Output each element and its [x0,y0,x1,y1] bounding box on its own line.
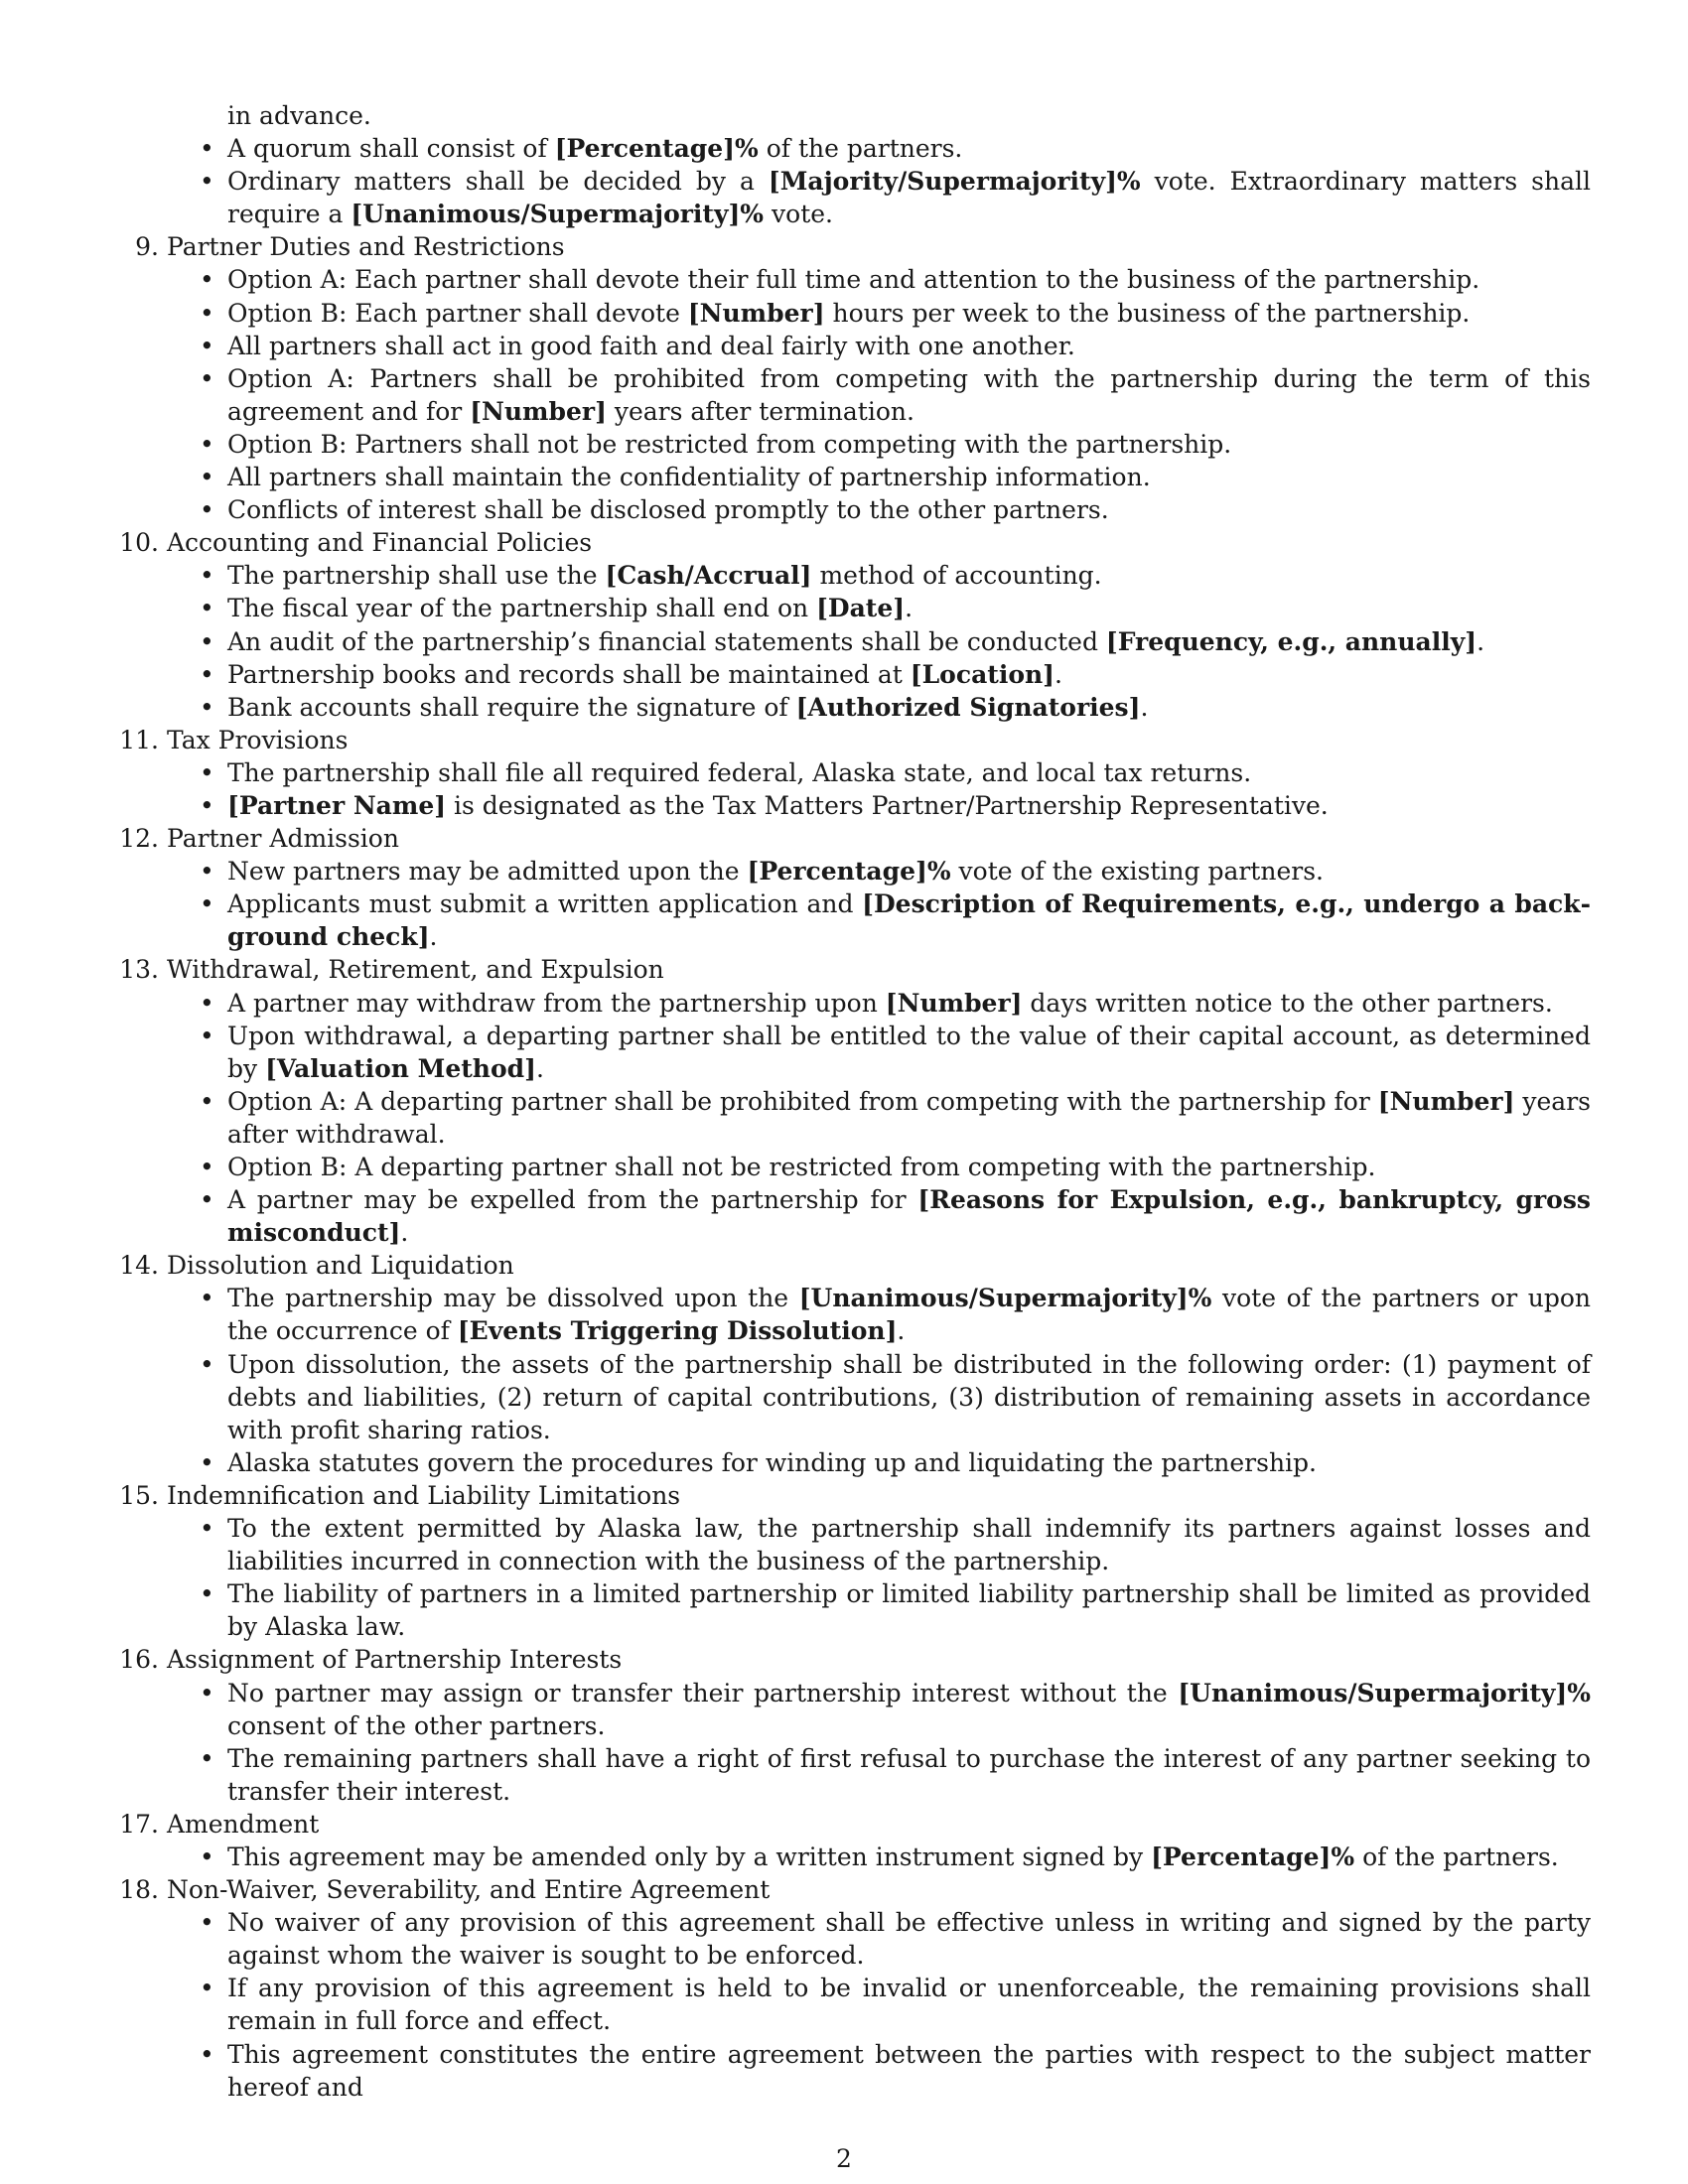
bullet-text: of the partners. [1354,1842,1559,1871]
section-number: 15. [119,1480,159,1510]
section-number: 14. [119,1251,159,1281]
bullet-text: If any provision of this agreement is held to be invalid or unenforceable, the remaining provisions shall remain in full force and effect. [227,1974,1591,2036]
placeholder-field: [Description of Requirements, e.g., undergo a background check] [227,889,1591,952]
bullet-text: Option A: A departing partner shall be prohibited from competing with the partnership for [227,1086,1378,1116]
bullet-item [111,1841,1591,1873]
bullet-text: The remaining partners shall have a right of first refusal to purchase the interest of any partner seeking to transfer their interest. [227,1743,1591,1806]
bullet-item [111,297,1591,330]
bullet-text: . [400,1218,409,1248]
section-bullet-list [111,1841,1591,1873]
placeholder-field: [Frequency, e.g., annually] [1105,626,1477,656]
bullet-text: vote of the existing partners. [950,857,1324,887]
sections-list [111,230,1591,2103]
bullet-item [111,1906,1591,1972]
section-number: 9. [135,232,159,262]
section-title: Amendment [167,1809,320,1839]
bullet-item [111,493,1591,526]
bullet-text: An audit of the partnership’s financial statements shall be conducted [227,626,1106,656]
bullet-item [111,362,1591,428]
placeholder-field: [Cash/Accrual] [605,561,812,591]
bullet-text: The partnership may be dissolved upon the [227,1284,799,1313]
bullet-text: Option A: Each partner shall devote their full time and attention to the business of the partnership. [227,265,1480,295]
bullet-text: is designated as the Tax Matters Partner/Partnership Representative. [446,790,1329,820]
section-title: Tax Provisions [167,725,349,754]
section-bullet-list [111,756,1591,822]
section-heading [111,1643,1591,1676]
bullet-item [111,428,1591,461]
section-bullet-list [111,263,1591,526]
placeholder-field: [Events Triggering Dissolution] [457,1316,898,1346]
bullet-text: . [1055,659,1062,689]
section [111,1873,1591,2104]
section-bullet-list [111,855,1591,953]
section-bullet-list [111,1512,1591,1643]
bullet-text: . [897,1316,906,1346]
section-number: 16. [119,1645,159,1675]
bullet-item [111,461,1591,493]
bullet-text: . [1477,626,1485,656]
section-title: Partner Duties and Restrictions [167,232,565,262]
section-heading [111,230,1591,263]
bullet-text: All partners shall maintain the confidentiality of partnership information. [227,463,1151,492]
section [111,1643,1591,1807]
bullet-text: All partners shall act in good faith and deal fairly with one another. [227,331,1075,360]
bullet-text: vote. [764,200,833,229]
placeholder-field: [Number] [687,298,825,328]
bullet-item [111,330,1591,362]
bullet-item [111,789,1591,822]
bullet-item [111,165,1591,230]
placeholder-field: [Percentage]% [1151,1842,1355,1871]
section-heading [111,1479,1591,1512]
bullet-text: Bank accounts shall require the signature of [227,692,796,722]
bullet-item [111,756,1591,789]
placeholder-field: [Majority/Supermajority]% [768,167,1141,197]
section [111,526,1591,724]
bullet-item [111,132,1591,165]
bullet-item [111,1972,1591,2037]
section-heading [111,1873,1591,1906]
document-body [111,99,1591,2104]
bullet-text: This agreement may be amended only by a written instrument signed by [227,1842,1152,1871]
bullet-text: The liability of partners in a limited partnership or limited liability partnership shall be limited as provided by Alaska law. [227,1579,1591,1642]
section [111,1479,1591,1643]
section-title: Assignment of Partnership Interests [167,1645,623,1675]
bullet-text: . [429,922,438,952]
section-number: 12. [119,824,159,854]
section-heading [111,822,1591,855]
bullet-text: A partner may withdraw from the partnership upon [227,988,886,1018]
bullet-item [111,1151,1591,1183]
placeholder-field: [Number] [1377,1086,1515,1116]
placeholder-field: [Unanimous/Supermajority]% [351,200,765,229]
bullet-item [111,1577,1591,1643]
section-heading [111,1249,1591,1282]
section-title: Indemnification and Liability Limitations [167,1480,681,1510]
bullet-item [111,1183,1591,1249]
section [111,230,1591,526]
bullet-text: days written notice to the other partners. [1022,988,1553,1018]
bullet-text: Upon withdrawal, a departing partner shall be entitled to the value of their capital account, as determined by [227,1021,1591,1083]
section [111,1249,1591,1479]
page-number: 2 [836,2144,852,2173]
section-bullet-list [111,1906,1591,2104]
bullet-item [111,263,1591,296]
section-title: Dissolution and Liquidation [167,1251,514,1281]
bullet-text: The partnership shall file all required federal, Alaska state, and local tax returns. [227,757,1252,787]
bullet-text: Option B: Each partner shall devote [227,298,688,328]
section-bullet-list [111,559,1591,723]
bullet-text: Applicants must submit a written application and [227,889,863,919]
bullet-text: . [905,594,914,623]
section-number: 11. [119,725,159,754]
bullet-text: consent of the other partners. [227,1710,606,1740]
bullet-item [111,592,1591,624]
bullet-text: years after termination. [606,396,914,426]
bullet-text: A partner may be expelled from the partnership for [227,1185,918,1215]
bullet-text: Option A: Partners shall be prohibited from competing with the partnership during the term of this agreement and for [227,363,1591,426]
bullet-text: Option B: A departing partner shall not be restricted from competing with the partnership. [227,1153,1376,1181]
section-title: Non-Waiver, Severability, and Entire Agreement [167,1875,771,1905]
bullet-item [111,2038,1591,2104]
bullet-item [111,625,1591,658]
bullet-item [111,691,1591,724]
bullet-item [111,1348,1591,1446]
bullet-item [111,887,1591,953]
bullet-text: Option B: Partners shall not be restricted from competing with the partnership. [227,429,1232,459]
section-heading [111,724,1591,756]
section [111,1808,1591,1873]
section-title: Accounting and Financial Policies [167,528,593,558]
placeholder-field: [Unanimous/Supermajority]% [798,1284,1212,1313]
bullet-text: No waiver of any provision of this agreement shall be effective unless in writing and signed by the party against whom the waiver is sought to be enforced. [227,1908,1591,1971]
placeholder-field: [Percentage]% [747,857,951,887]
bullet-text: of the partners. [758,134,963,164]
placeholder-field: [Reasons for Expulsion, e.g., bankruptcy, gross misconduct] [227,1185,1591,1248]
bullet-text: Alaska statutes govern the procedures for winding up and liquidating the partnership. [227,1447,1317,1477]
placeholder-field: [Number] [470,396,607,426]
bullet-item [111,1020,1591,1085]
bullet-item [111,1085,1591,1151]
bullet-item [111,1677,1591,1742]
bullet-text: This agreement constitutes the entire agreement between the parties with respect to the subject matter hereof and [227,2039,1591,2102]
placeholder-field: [Valuation Method] [265,1053,536,1083]
bullet-text: vote. Extraordinary matters shall require a [227,167,1591,229]
bullet-item [111,1512,1591,1577]
bullet-text: method of accounting. [811,561,1102,591]
section-number: 10. [119,528,159,558]
bullet-item [111,1282,1591,1347]
bullet-item [111,658,1591,691]
bullet-text: Partnership books and records shall be maintained at [227,659,911,689]
placeholder-field: [Authorized Signatories] [795,692,1141,722]
section-title: Partner Admission [167,824,399,854]
section-number: 13. [119,955,159,985]
section-bullet-list [111,1282,1591,1479]
bullet-item [111,987,1591,1020]
continuation-text: in advance. [227,101,371,130]
bullet-text: . [535,1053,544,1083]
bullet-item [111,1446,1591,1479]
section-bullet-list [111,1677,1591,1808]
bullet-text: The partnership shall use the [227,561,606,591]
bullet-item [111,1742,1591,1808]
placeholder-field: [Date] [816,594,906,623]
placeholder-field: [Partner Name] [227,790,447,820]
section-number: 17. [119,1809,159,1839]
placeholder-field: [Location] [910,659,1055,689]
section [111,822,1591,953]
bullet-text: Upon dissolution, the assets of the partnership shall be distributed in the following order: (1) payment of debts and liabilities, (2) return of capital contributions, (3) distribution of remaining assets in accordance with profit sharing ratios. [227,1349,1591,1444]
section-title: Withdrawal, Retirement, and Expulsion [167,955,664,985]
bullet-text: Conflicts of interest shall be disclosed promptly to the other partners. [227,495,1109,525]
bullet-text: New partners may be admitted upon the [227,857,748,887]
placeholder-field: [Number] [885,988,1023,1018]
section-heading [111,526,1591,559]
section-bullet-list [111,987,1591,1250]
placeholder-field: [Unanimous/Supermajority]% [1178,1678,1591,1707]
bullet-item [111,559,1591,592]
bullet-text: years after withdrawal. [227,1086,1591,1149]
bullet-text: . [1140,692,1149,722]
section-heading [111,1808,1591,1841]
bullet-text: The fiscal year of the partnership shall end on [227,594,817,623]
bullet-text: No partner may assign or transfer their partnership interest without the [227,1678,1179,1707]
placeholder-field: [Percentage]% [554,134,759,164]
section [111,953,1591,1249]
bullet-text: A quorum shall consist of [227,134,555,164]
bullet-item [111,855,1591,887]
bullet-text: To the extent permitted by Alaska law, the partnership shall indemnify its partners against losses and liabilities incurred in connection with the business of the partnership. [227,1514,1591,1576]
bullet-text: Ordinary matters shall be decided by a [227,167,769,197]
bullet-text: hours per week to the business of the partnership. [824,298,1471,328]
bullet-text: vote of the partners or upon the occurrence of [227,1284,1591,1346]
section [111,724,1591,822]
lead-bullet-list [111,132,1591,230]
section-number: 18. [119,1875,159,1905]
section-heading [111,953,1591,986]
